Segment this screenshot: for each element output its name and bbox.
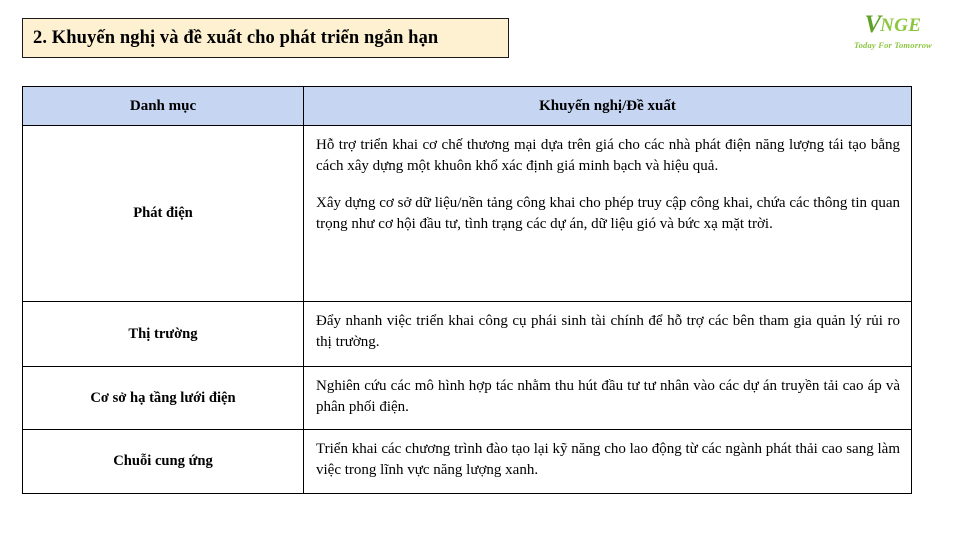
row-category-supply-chain: Chuỗi cung ứng	[23, 430, 304, 494]
slide-title-box	[22, 18, 509, 58]
row-category-generation: Phát điện	[23, 126, 304, 302]
recommendations-table	[22, 86, 912, 494]
table-row	[23, 430, 912, 494]
logo-letter-v: V	[864, 11, 881, 38]
recommendation-paragraph: Triển khai các chương trình đào tạo lại kỹ năng cho lao động từ các ngành phát thải cao sang làm việc trong lĩnh vực năng lượng xanh.	[316, 441, 900, 479]
column-header-recommendation: Khuyến nghị/Đề xuất	[304, 87, 912, 126]
page-title: 2. Khuyến nghị và đề xuất cho phát triển ngắn hạn	[33, 27, 439, 48]
table-row	[23, 302, 912, 367]
company-logo	[838, 12, 948, 58]
row-category-market: Thị trường	[23, 302, 304, 367]
logo-tagline: Today For Tomorrow	[853, 40, 933, 50]
logo-letters-nge: NGE	[880, 15, 922, 36]
logo-wordmark	[838, 12, 948, 38]
recommendation-paragraph: Nghiên cứu các mô hình hợp tác nhằm thu hút đầu tư tư nhân vào các dự án truyền tải cao áp và phân phối điện.	[316, 378, 900, 416]
row-recommendation-market	[304, 302, 912, 367]
row-recommendation-grid-infrastructure	[304, 367, 912, 430]
row-recommendation-supply-chain	[304, 430, 912, 494]
row-recommendation-generation	[304, 126, 912, 302]
table-row	[23, 367, 912, 430]
recommendation-paragraph: Xây dựng cơ sở dữ liệu/nền tảng công khai cho phép truy cập công khai, chứa các thông tin quan trọng như cơ hội đầu tư, tình trạng các dự án, dữ liệu gió và bức xạ mặt trời.	[316, 194, 900, 232]
recommendation-paragraph: Đẩy nhanh việc triển khai công cụ phái sinh tài chính để hỗ trợ các bên tham gia quản lý rủi ro thị trường.	[316, 313, 900, 351]
recommendation-paragraph: Hỗ trợ triển khai cơ chế thương mại dựa trên giá cho các nhà phát điện năng lượng tái tạo bằng cách xây dựng một khuôn khổ xác định giá minh bạch và hiệu quả.	[316, 137, 900, 175]
table-header-row	[23, 87, 912, 126]
column-header-category: Danh mục	[23, 87, 304, 126]
row-category-grid-infrastructure: Cơ sở hạ tầng lưới điện	[23, 367, 304, 430]
table-row	[23, 126, 912, 302]
